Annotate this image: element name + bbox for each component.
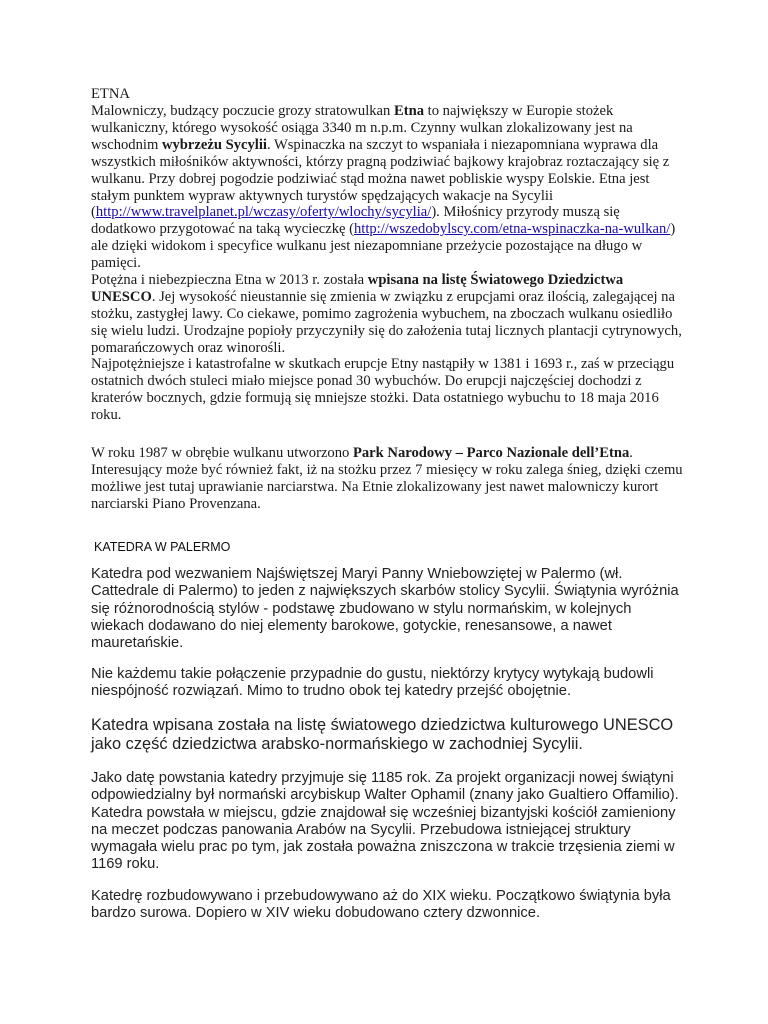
text-run: ). Miłośnicy przyrody muszą się dodatkowo przygotować na taką wycieczkę ( xyxy=(91,204,620,238)
katedra-paragraph-3: Katedra wpisana została na listę światowego dziedzictwa kulturowego UNESCO jako część dziedzictwa arabsko-normańskiego w zachodniej Sycylii. xyxy=(91,716,674,754)
katedra-paragraph-1: Katedra pod wezwaniem Najświętszej Maryi Panny Wniebowziętej w Palermo (wł. Cattedrale di Palermo) to jeden z największych skarbów stolicy Sycylii. Świątynia wyróżnia się różnorodnością stylów - podstawę zbudowano w stylu normańskim, w kolejnych wiekach dodawano do niej elementy barokowe, gotyckie, renesansowe, a nawet mauretańskie. xyxy=(91,566,679,652)
etna-paragraph-2 xyxy=(91,272,683,357)
etna-title: ETNA xyxy=(91,86,130,102)
bold-run: wpisana na listę Światowego Dziedzictwa UNESCO xyxy=(91,272,624,305)
text-run: . Wspinaczka na szczyt to wspaniała i niezapomniana wyprawa dla wszystkich miłośników aktywności, którzy pragną podziwiać bajkowy krajobraz roztaczający się z wulkanu. Przy dobrej pogodzie podziwiać stąd można nawet pobliskie wyspy Eolskie. Etna jest stałym punktem wypraw aktywnych turystów spędzających wakacje na Sycylii ( xyxy=(91,136,670,221)
katedra-paragraph-2: Nie każdemu takie połączenie przypadnie do gustu, niektórzy krytycy wytykają budowli niespójność rozwiązań. Mimo to trudno obok tej katedry przejść obojętnie. xyxy=(91,666,654,700)
text-run: . Interesujący może być również fakt, iż na stożku przez 7 miesięcy w roku zalega śnieg, dzięki czemu możliwe jest tutaj uprawianie narciarstwa. Na Etnie zlokalizowany jest nawet malowniczy kurort narciarski Piano Provenzana. xyxy=(91,445,683,512)
text-run: Potężna i niebezpieczna Etna w 2013 r. została xyxy=(91,272,368,288)
bold-run: Park Narodowy – Parco Nazionale dell’Etna xyxy=(352,445,630,461)
text-run: to największy w Europie stożek wulkaniczny, którego wysokość osiąga 3340 m n.p.m. Czynny wulkan zlokalizowany jest na wschodnim xyxy=(91,103,633,153)
text-run: W roku 1987 w obrębie wulkanu utworzono xyxy=(91,445,353,461)
text-run: . Jej wysokość nieustannie się zmienia w związku z erupcjami oraz ilością, zalegającej na stożku, zastygłej lawy. Co ciekawe, pomimo zagrożenia wybuchem, na zboczach wulkanu osiedliło się wielu ludzi. Urodzajne popioły przyczyniły się do założenia tutaj licznych plantacji cytrynowych, pomarańczowych oraz winorośli. xyxy=(91,288,682,356)
etna-paragraph-3: Najpotężniejsze i katastrofalne w skutkach erupcje Etny nastąpiły w 1381 i 1693 r., zaś w przeciągu ostatnich dwóch stuleci miało miejsce ponad 30 wybuchów. Do erupcji najczęściej dochodzi z kraterów bocznych, gdzie formują się mniejsze stożki. Data ostatniego wybuchu to 18 maja 2016 roku. xyxy=(91,356,675,423)
etna-paragraph-1 xyxy=(91,103,683,272)
etna-paragraph-4 xyxy=(91,445,683,513)
text-run: ) ale dzięki widokom i specyfice wulkanu jest niezapomniane przeżycie pozostające na długo w pamięci. xyxy=(91,221,676,272)
katedra-paragraph-5: Katedrę rozbudowywano i przebudowywano aż do XIX wieku. Początkowo świątynia była bardzo surowa. Dopiero w XIV wieku dobudowano cztery dzwonnice. xyxy=(91,888,671,922)
wszedobylscy-link[interactable]: http://wszedobylscy.com/etna-wspinaczka-na-wulkan/ xyxy=(353,221,671,238)
bold-run: Etna xyxy=(393,103,424,119)
travelplanet-link[interactable]: http://www.travelplanet.pl/wczasy/oferty/wlochy/sycylia/ xyxy=(95,204,432,221)
katedra-heading: KATEDRA W PALERMO xyxy=(94,540,231,554)
text-run: Malowniczy, budzący poczucie grozy stratowulkan xyxy=(91,103,394,119)
bold-run: wybrzeżu Sycylii xyxy=(161,136,267,153)
katedra-paragraph-4: Jako datę powstania katedry przyjmuje się 1185 rok. Za projekt organizacji nowej świątyni odpowiedzialny był normański arcybiskup Walter Ophamil (znany jako Gualtiero Offamilio). Katedra powstała w miejscu, gdzie znajdował się wcześniej bizantyjski kościół zamieniony na meczet podczas panowania Arabów na Sycylii. Przebudowa istniejącej struktury wymagała wielu prac po tym, jak została poważna zniszczona w trakcie trzęsienia ziemi w 1169 roku. xyxy=(91,770,679,873)
